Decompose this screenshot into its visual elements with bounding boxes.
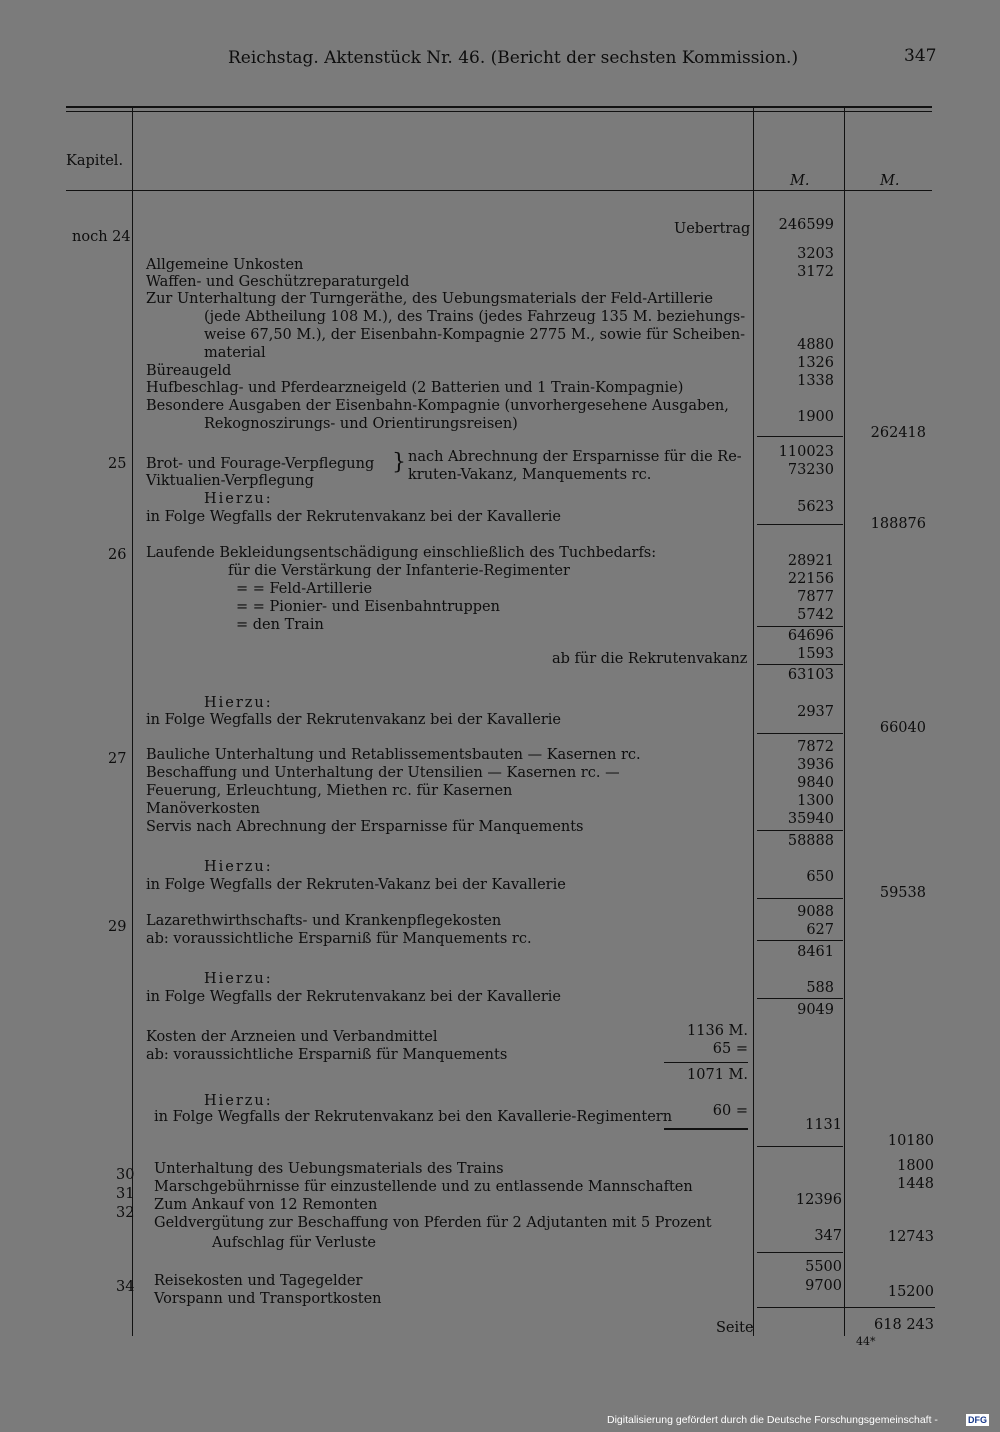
inner-amount: 1136 M. <box>687 1023 748 1039</box>
row-label: für die Verstärkung der Infanterie-Regimenter <box>228 563 570 579</box>
hierzu-label: Hierzu: <box>204 971 273 987</box>
amount: 1326 <box>797 355 834 371</box>
amount: 1338 <box>797 373 834 389</box>
header-bottom-rule <box>66 190 932 191</box>
sum-rule <box>757 898 843 899</box>
row-label: Brot- und Fourage-Verpflegung <box>146 456 375 472</box>
row-label: ab: voraussichtliche Ersparniß für Manquements <box>146 1047 508 1063</box>
running-header: Reichstag. Aktenstück Nr. 46. (Bericht der sechsten Kommission.) <box>228 48 799 68</box>
row-label: Feuerung, Erleuchtung, Miethen rc. für Kasernen <box>146 783 513 799</box>
sum-rule <box>757 664 843 665</box>
top-rule <box>66 106 932 108</box>
row-label: Lazarethwirthschafts- und Krankenpflegekosten <box>146 913 502 929</box>
hierzu-label: Hierzu: <box>204 695 273 711</box>
uebertrag-label: Uebertrag <box>674 221 751 237</box>
row-label: Manöverkosten <box>146 801 260 817</box>
amount: 627 <box>806 922 834 938</box>
amount: 3203 <box>797 246 834 262</box>
row-label: Aufschlag für Verluste <box>212 1235 376 1251</box>
column-header-kapitel: Kapitel. <box>66 153 124 169</box>
footer-text: Digitalisierung gefördert durch die Deutsche Forschungsgemeinschaft - <box>607 1414 938 1426</box>
amount: 1593 <box>797 646 834 662</box>
row-label: weise 67,50 M.), der Eisenbahn-Kompagnie 2775 M., sowie für Scheiben- <box>204 327 746 343</box>
amount: 2937 <box>797 704 834 720</box>
amount: 1300 <box>797 793 834 809</box>
sum-rule <box>757 1252 843 1253</box>
hierzu-label: Hierzu: <box>204 491 273 507</box>
row-label: = = Pionier- und Eisenbahntruppen <box>236 599 500 615</box>
amount: 64696 <box>787 628 834 644</box>
amount: 588 <box>806 980 834 996</box>
amount: 7872 <box>797 739 834 755</box>
total: 262418 <box>870 425 926 441</box>
row-label: Besondere Ausgaben der Eisenbahn-Kompagnie (unvorhergesehene Ausgaben, <box>146 398 729 414</box>
amount: 5623 <box>797 499 834 515</box>
brace: } <box>392 450 406 475</box>
total: 15200 <box>887 1284 934 1300</box>
row-label: Marschgebührnisse für einzustellende und zu entlassende Mannschaften <box>154 1179 693 1195</box>
row-label: ab: voraussichtliche Ersparniß für Manquements rc. <box>146 931 532 947</box>
amount: 5742 <box>797 607 834 623</box>
col-divider-amount1 <box>753 106 754 1336</box>
amount: 73230 <box>787 462 834 478</box>
amount: 110023 <box>778 444 834 460</box>
dfg-logo-icon: DFG <box>968 1415 987 1425</box>
amount: 3172 <box>797 264 834 280</box>
kapitel-number: 32 <box>116 1205 135 1221</box>
row-label: Hufbeschlag- und Pferdearzneigeld (2 Batterien und 1 Train-Kompagnie) <box>146 380 684 396</box>
sum-rule <box>757 940 843 941</box>
row-label: ab für die Rekrutenvakanz <box>552 651 748 667</box>
kapitel-number: 25 <box>108 456 127 472</box>
amount: 8461 <box>797 944 834 960</box>
amount: 9049 <box>797 1002 834 1018</box>
row-label: in Folge Wegfalls der Rekrutenvakanz bei den Kavallerie-Regimentern <box>154 1109 673 1125</box>
total: 10180 <box>887 1133 934 1149</box>
page-number: 347 <box>904 46 937 66</box>
row-label: Reisekosten und Tagegelder <box>154 1273 363 1289</box>
sum-rule <box>757 998 843 999</box>
amount: 347 <box>814 1228 842 1244</box>
total: 66040 <box>879 720 926 736</box>
row-label: Zum Ankauf von 12 Remonten <box>154 1197 378 1213</box>
row-label: = = Feld-Artillerie <box>236 581 373 597</box>
sum-rule <box>757 733 843 734</box>
row-label: (jede Abtheilung 108 M.), des Trains (jedes Fahrzeug 135 M. beziehungs- <box>204 309 746 325</box>
sum-rule <box>757 1146 843 1147</box>
row-label: Büreaugeld <box>146 363 232 379</box>
kapitel-number: 26 <box>108 547 127 563</box>
row-label: Kosten der Arzneien und Verbandmittel <box>146 1029 438 1045</box>
seite-label: Seite <box>716 1320 754 1336</box>
seite-total: 618 243 <box>874 1317 934 1333</box>
column-header-currency2: M. <box>880 173 900 189</box>
row-label: Geldvergütung zur Beschaffung von Pferden für 2 Adjutanten mit 5 Prozent <box>154 1215 712 1231</box>
kapitel-number: 34 <box>116 1279 135 1295</box>
signature-mark: 44* <box>856 1335 876 1348</box>
total: 59538 <box>879 885 926 901</box>
sum-rule <box>757 436 843 437</box>
inner-amount: 1071 M. <box>687 1067 748 1083</box>
sum-rule <box>757 524 843 525</box>
top-rule-2 <box>66 111 932 112</box>
row-label: Zur Unterhaltung der Turngeräthe, des Uebungsmaterials der Feld-Artillerie <box>146 291 714 307</box>
amount: 1900 <box>797 409 834 425</box>
col-divider-kapitel <box>132 106 133 1336</box>
hierzu-label: Hierzu: <box>204 1093 273 1109</box>
kapitel-number: 29 <box>108 919 127 935</box>
row-label: in Folge Wegfalls der Rekruten-Vakanz bei der Kavallerie <box>146 877 566 893</box>
kapitel-number: 30 <box>116 1167 135 1183</box>
sum-rule <box>757 830 843 831</box>
row-label: in Folge Wegfalls der Rekrutenvakanz bei der Kavallerie <box>146 712 562 728</box>
row-label: Unterhaltung des Uebungsmaterials des Trains <box>154 1161 504 1177</box>
row-label: = den Train <box>236 617 324 633</box>
row-label: in Folge Wegfalls der Rekrutenvakanz bei der Kavallerie <box>146 989 562 1005</box>
amount: 58888 <box>787 833 834 849</box>
amount: 35940 <box>787 811 834 827</box>
amount: 9088 <box>797 904 834 920</box>
total: 12743 <box>887 1229 934 1245</box>
sum-rule <box>664 1128 748 1130</box>
amount: 63103 <box>787 667 834 683</box>
row-label: Allgemeine Unkosten <box>146 257 304 273</box>
inner-amount: 60 = <box>712 1103 748 1119</box>
row-label: Beschaffung und Unterhaltung der Utensilien — Kasernen rc. — <box>146 765 620 781</box>
amount: 246599 <box>778 217 834 233</box>
total: 1800 <box>897 1158 934 1174</box>
total: 1448 <box>897 1176 934 1192</box>
sum-rule <box>664 1062 748 1063</box>
amount: 1131 <box>805 1117 842 1133</box>
column-header-currency1: M. <box>790 173 810 189</box>
kapitel-label: noch 24 <box>72 229 131 245</box>
row-label: Rekognoszirungs- und Orientirungsreisen) <box>204 416 518 432</box>
row-label: Vorspann und Transportkosten <box>154 1291 382 1307</box>
row-label: kruten-Vakanz, Manquements rc. <box>408 467 652 483</box>
row-label: Waffen- und Geschützreparaturgeld <box>146 274 410 290</box>
amount: 3936 <box>797 757 834 773</box>
row-label: Servis nach Abrechnung der Ersparnisse für Manquements <box>146 819 584 835</box>
amount: 12396 <box>795 1192 842 1208</box>
row-label: material <box>204 345 266 361</box>
row-label: Viktualien-Verpflegung <box>146 473 314 489</box>
amount: 4880 <box>797 337 834 353</box>
inner-amount: 65 = <box>712 1041 748 1057</box>
amount: 28921 <box>787 553 834 569</box>
amount: 9700 <box>805 1278 842 1294</box>
total: 188876 <box>870 516 926 532</box>
hierzu-label: Hierzu: <box>204 859 273 875</box>
row-label: Bauliche Unterhaltung und Retablissementsbauten — Kasernen rc. <box>146 747 641 763</box>
amount: 9840 <box>797 775 834 791</box>
row-label: Laufende Bekleidungsentschädigung einschließlich des Tuchbedarfs: <box>146 545 657 561</box>
kapitel-number: 31 <box>116 1186 135 1202</box>
sum-rule <box>757 1307 935 1308</box>
row-label: in Folge Wegfalls der Rekrutenvakanz bei der Kavallerie <box>146 509 562 525</box>
amount: 650 <box>806 869 834 885</box>
row-label: nach Abrechnung der Ersparnisse für die Re- <box>408 449 742 465</box>
amount: 22156 <box>787 571 834 587</box>
amount: 7877 <box>797 589 834 605</box>
kapitel-number: 27 <box>108 751 127 767</box>
col-divider-amount2 <box>844 106 845 1336</box>
amount: 5500 <box>805 1259 842 1275</box>
